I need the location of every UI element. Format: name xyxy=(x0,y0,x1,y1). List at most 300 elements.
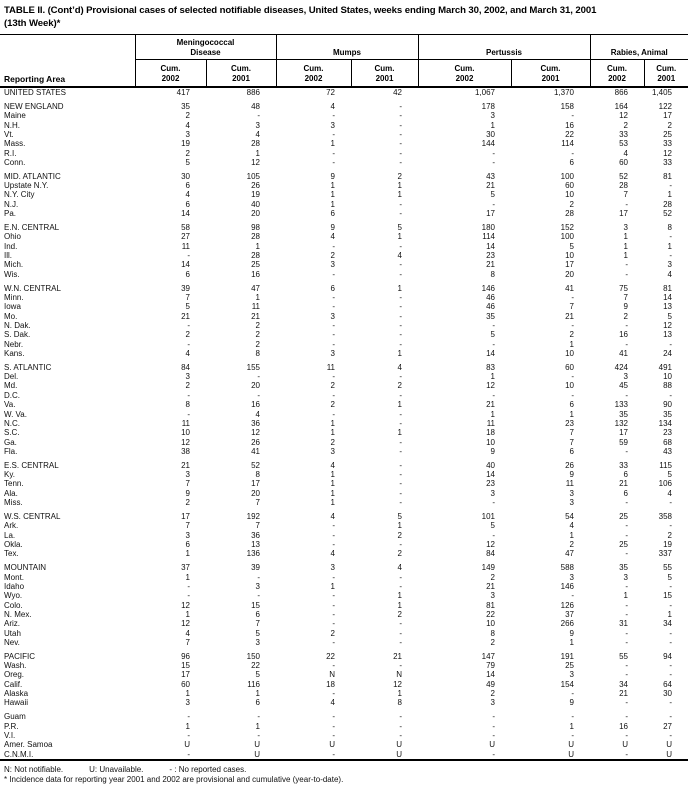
value-cell: 8 xyxy=(397,698,402,708)
reporting-area-cell: Wyo. xyxy=(4,591,23,601)
value-cell: 84 xyxy=(181,362,190,372)
reporting-area-cell: Tex. xyxy=(4,549,19,559)
value-cell: 8 xyxy=(667,222,672,232)
value-cell: 5 xyxy=(255,628,260,638)
value-cell: 8 xyxy=(185,400,190,410)
table-row xyxy=(0,680,688,689)
value-cell: - xyxy=(399,139,402,149)
table-row xyxy=(0,190,688,199)
value-cell: - xyxy=(399,269,402,279)
value-cell: - xyxy=(669,251,672,260)
value-cell: 5 xyxy=(185,302,190,312)
value-cell: 14 xyxy=(486,348,495,358)
value-cell: 17 xyxy=(619,428,628,438)
value-cell: 5 xyxy=(255,670,260,680)
table-row xyxy=(0,489,688,498)
value-cell: - xyxy=(257,572,260,582)
value-cell: - xyxy=(399,302,402,312)
value-cell: 2 xyxy=(255,339,260,349)
value-cell: 417 xyxy=(176,88,190,97)
value-cell: 14 xyxy=(663,292,672,302)
value-cell: 17 xyxy=(486,209,495,219)
value-cell: - xyxy=(669,712,672,722)
reporting-area-cell: Nev. xyxy=(4,637,20,647)
col-header-rabies-cum-2002: Cum. 2002 xyxy=(590,60,644,88)
value-cell: 2 xyxy=(569,199,574,209)
table-row xyxy=(0,158,688,167)
value-cell: - xyxy=(492,712,495,722)
value-cell: 100 xyxy=(560,171,574,181)
value-cell: 11 xyxy=(486,418,495,428)
value-cell: 37 xyxy=(181,563,190,573)
value-cell: - xyxy=(399,661,402,671)
value-cell: 5 xyxy=(397,222,402,232)
value-cell: 7 xyxy=(569,428,574,438)
table-row xyxy=(0,279,688,293)
reporting-area-cell: Mont. xyxy=(4,572,25,582)
value-cell: - xyxy=(332,129,335,139)
value-cell: 23 xyxy=(486,479,495,489)
value-cell: 1 xyxy=(569,721,574,731)
value-cell: 40 xyxy=(251,199,260,209)
value-cell: 491 xyxy=(658,362,672,372)
value-cell: 81 xyxy=(663,171,672,181)
value-cell: - xyxy=(492,530,495,540)
value-cell: 10 xyxy=(486,437,495,447)
value-cell: 22 xyxy=(251,661,260,671)
value-cell: 21 xyxy=(181,311,190,321)
reporting-area-cell: W.S. CENTRAL xyxy=(4,511,61,521)
reporting-area-cell: Calif. xyxy=(4,679,23,689)
reporting-area-cell: S. Dak. xyxy=(4,330,31,340)
value-cell: - xyxy=(399,539,402,549)
value-cell: - xyxy=(669,731,672,740)
value-cell: 1 xyxy=(397,591,402,601)
reporting-area-header xyxy=(0,35,135,88)
value-cell: 12 xyxy=(251,428,260,438)
value-cell: 19 xyxy=(663,539,672,549)
value-cell: - xyxy=(492,320,495,330)
value-cell: 2 xyxy=(185,498,190,508)
table-row xyxy=(0,559,688,573)
reporting-area-cell: Wash. xyxy=(4,661,27,671)
reporting-area-cell: N. Mex. xyxy=(4,609,32,619)
value-cell: 144 xyxy=(481,139,495,149)
value-cell: 1 xyxy=(330,190,335,200)
value-cell: 5 xyxy=(667,470,672,480)
value-cell: 2 xyxy=(397,609,402,619)
table-section xyxy=(0,87,688,97)
value-cell: 2 xyxy=(490,572,495,582)
value-cell: 5 xyxy=(490,190,495,200)
value-cell: - xyxy=(399,572,402,582)
value-cell: - xyxy=(187,320,190,330)
value-cell: - xyxy=(257,731,260,740)
table-row xyxy=(0,601,688,610)
value-cell: 192 xyxy=(246,511,260,521)
table-row xyxy=(0,97,688,111)
table-row xyxy=(0,498,688,507)
value-cell: - xyxy=(399,619,402,629)
value-cell: 42 xyxy=(393,88,402,97)
value-cell: - xyxy=(571,712,574,722)
reporting-area-cell: N.C. xyxy=(4,418,20,428)
table-row xyxy=(0,372,688,381)
reporting-area-cell: Colo. xyxy=(4,600,23,610)
value-cell: - xyxy=(399,409,402,419)
value-cell: 3 xyxy=(255,120,260,130)
value-cell: - xyxy=(187,749,190,759)
value-cell: 7 xyxy=(185,292,190,302)
col-header-mumps-cum-2001: Cum. 2001 xyxy=(351,60,418,88)
value-cell: - xyxy=(332,372,335,382)
reporting-area-cell: Guam xyxy=(4,712,26,722)
value-cell: 60 xyxy=(565,181,574,191)
value-cell: 1 xyxy=(397,348,402,358)
value-cell: 21 xyxy=(251,311,260,321)
value-cell: 4 xyxy=(667,488,672,498)
footnote-incidence: * Incidence data for reporting year 2001 and 2002 are provisional and cumulative (year-to-date). xyxy=(4,775,344,785)
value-cell: - xyxy=(669,600,672,610)
value-cell: - xyxy=(625,661,628,671)
value-cell: 1 xyxy=(330,181,335,191)
value-cell: 26 xyxy=(251,181,260,191)
value-cell: 5 xyxy=(667,572,672,582)
value-cell: 3 xyxy=(623,372,628,382)
value-cell: 20 xyxy=(251,488,260,498)
value-cell: 84 xyxy=(486,549,495,559)
table-row xyxy=(0,139,688,148)
value-cell: - xyxy=(187,731,190,740)
table-section xyxy=(0,279,688,358)
value-cell: - xyxy=(492,148,495,158)
value-cell: 7 xyxy=(569,302,574,312)
table-row xyxy=(0,232,688,241)
value-cell: 9 xyxy=(569,470,574,480)
table-row xyxy=(0,470,688,479)
value-cell: - xyxy=(492,339,495,349)
table-row xyxy=(0,260,688,269)
value-cell: 11 xyxy=(565,479,574,489)
reporting-area-cell: Va. xyxy=(4,400,16,410)
value-cell: 12 xyxy=(181,437,190,447)
value-cell: 147 xyxy=(481,651,495,661)
value-cell: 23 xyxy=(663,428,672,438)
value-cell: 3 xyxy=(569,498,574,508)
value-cell: - xyxy=(332,111,335,121)
table-row xyxy=(0,573,688,582)
value-cell: 3 xyxy=(330,446,335,456)
value-cell: 3 xyxy=(185,129,190,139)
value-cell: 3 xyxy=(569,488,574,498)
value-cell: 1 xyxy=(330,581,335,591)
value-cell: 35 xyxy=(619,409,628,419)
table-row xyxy=(0,340,688,349)
value-cell: 25 xyxy=(619,539,628,549)
value-cell: 14 xyxy=(486,670,495,680)
value-cell: 49 xyxy=(486,679,495,689)
table-row xyxy=(0,479,688,488)
value-cell: U xyxy=(254,740,260,750)
value-cell: 4 xyxy=(397,362,402,372)
group-header-row xyxy=(0,35,688,60)
value-cell: 17 xyxy=(619,209,628,219)
value-cell: - xyxy=(399,390,402,400)
table-row xyxy=(0,410,688,419)
value-cell: 106 xyxy=(658,479,672,489)
value-cell: - xyxy=(399,101,402,111)
value-cell: 191 xyxy=(560,651,574,661)
value-cell: 4 xyxy=(330,549,335,559)
reporting-area-cell: S. ATLANTIC xyxy=(4,362,52,372)
value-cell: - xyxy=(257,111,260,121)
value-cell: 2 xyxy=(330,251,335,260)
value-cell: 16 xyxy=(619,330,628,340)
value-cell: - xyxy=(625,390,628,400)
value-cell: 30 xyxy=(663,689,672,699)
value-cell: - xyxy=(669,498,672,508)
value-cell: 6 xyxy=(185,269,190,279)
table-row xyxy=(0,689,688,698)
value-cell: 27 xyxy=(663,721,672,731)
value-cell: 8 xyxy=(490,269,495,279)
value-cell: - xyxy=(187,251,190,260)
value-cell: 3 xyxy=(623,222,628,232)
value-cell: 10 xyxy=(565,348,574,358)
value-cell: 7 xyxy=(185,637,190,647)
value-cell: 90 xyxy=(663,400,672,410)
value-cell: - xyxy=(625,600,628,610)
value-cell: 26 xyxy=(251,437,260,447)
value-cell: 81 xyxy=(486,600,495,610)
value-cell: 2 xyxy=(185,330,190,340)
value-cell: 12 xyxy=(393,679,402,689)
value-cell: 3 xyxy=(330,120,335,130)
value-cell: 3 xyxy=(490,111,495,121)
value-cell: - xyxy=(492,749,495,759)
value-cell: 886 xyxy=(246,88,260,97)
value-cell: - xyxy=(399,488,402,498)
reporting-area-cell: Vt. xyxy=(4,129,14,139)
value-cell: 114 xyxy=(561,139,574,149)
value-cell: 25 xyxy=(251,260,260,270)
value-cell: U xyxy=(622,740,628,750)
value-cell: 3 xyxy=(569,670,574,680)
value-cell: 55 xyxy=(619,651,628,661)
value-cell: - xyxy=(492,390,495,400)
value-cell: 5 xyxy=(490,521,495,531)
value-cell: 9 xyxy=(185,488,190,498)
value-cell: 14 xyxy=(181,260,190,270)
value-cell: 39 xyxy=(251,563,260,573)
value-cell: - xyxy=(399,418,402,428)
value-cell: - xyxy=(332,539,335,549)
value-cell: U xyxy=(666,749,672,759)
value-cell: - xyxy=(332,292,335,302)
value-cell: 1 xyxy=(623,241,628,251)
value-cell: - xyxy=(492,157,495,167)
value-cell: 21 xyxy=(181,460,190,470)
value-cell: 41 xyxy=(619,348,628,358)
value-cell: 7 xyxy=(185,521,190,531)
col-header-pertussis-cum-2001: Cum. 2001 xyxy=(511,60,590,88)
value-cell: - xyxy=(625,712,628,722)
value-cell: 20 xyxy=(565,269,574,279)
value-cell: - xyxy=(669,637,672,647)
value-cell: 178 xyxy=(481,101,495,111)
value-cell: 15 xyxy=(181,661,190,671)
value-cell: 2 xyxy=(623,311,628,321)
column-group-rabies-animal: Rabies, Animal xyxy=(590,35,688,60)
value-cell: 14 xyxy=(181,209,190,219)
value-cell: 28 xyxy=(251,232,260,242)
value-cell: 3 xyxy=(623,572,628,582)
value-cell: 8 xyxy=(255,470,260,480)
value-cell: - xyxy=(399,292,402,302)
value-cell: - xyxy=(669,670,672,680)
value-cell: 180 xyxy=(481,222,495,232)
value-cell: 36 xyxy=(251,530,260,540)
value-cell: U xyxy=(329,740,335,750)
value-cell: 1 xyxy=(397,600,402,610)
value-cell: 1 xyxy=(397,521,402,531)
value-cell: - xyxy=(625,549,628,559)
value-cell: 21 xyxy=(393,651,402,661)
value-cell: 17 xyxy=(181,511,190,521)
value-cell: 6 xyxy=(569,446,574,456)
value-cell: 1 xyxy=(330,470,335,480)
reporting-area-cell: E.N. CENTRAL xyxy=(4,222,60,232)
value-cell: 10 xyxy=(181,428,190,438)
value-cell: 15 xyxy=(251,600,260,610)
value-cell: U xyxy=(254,749,260,759)
value-cell: 6 xyxy=(255,698,260,708)
table-row xyxy=(0,419,688,428)
table-section xyxy=(0,708,688,760)
value-cell: 7 xyxy=(623,190,628,200)
value-cell: - xyxy=(399,498,402,508)
value-cell: 3 xyxy=(490,488,495,498)
reporting-area-cell: UNITED STATES xyxy=(4,88,66,97)
value-cell: 164 xyxy=(614,101,628,111)
value-cell: 4 xyxy=(330,698,335,708)
value-cell: 4 xyxy=(397,251,402,260)
value-cell: 4 xyxy=(569,521,574,531)
value-cell: 5 xyxy=(490,330,495,340)
table-row xyxy=(0,251,688,260)
table-section xyxy=(0,559,688,648)
value-cell: - xyxy=(332,721,335,731)
value-cell: 58 xyxy=(181,222,190,232)
value-cell: 1 xyxy=(623,251,628,260)
value-cell: 12 xyxy=(181,600,190,610)
value-cell: U xyxy=(396,740,402,750)
value-cell: - xyxy=(399,446,402,456)
value-cell: 132 xyxy=(614,418,628,428)
value-cell: 114 xyxy=(482,232,495,242)
value-cell: - xyxy=(399,470,402,480)
value-cell: - xyxy=(399,241,402,251)
value-cell: 3 xyxy=(490,698,495,708)
value-cell: 36 xyxy=(251,418,260,428)
value-cell: 2 xyxy=(569,539,574,549)
value-cell: 35 xyxy=(181,101,190,111)
value-cell: 60 xyxy=(619,157,628,167)
value-cell: 34 xyxy=(663,619,672,629)
footnote-legend xyxy=(4,765,688,775)
value-cell: 41 xyxy=(565,283,574,293)
value-cell: 17 xyxy=(181,670,190,680)
table-row xyxy=(0,540,688,549)
value-cell: 19 xyxy=(181,139,190,149)
value-cell: 60 xyxy=(565,362,574,372)
value-cell: - xyxy=(399,628,402,638)
reporting-area-cell: E.S. CENTRAL xyxy=(4,460,59,470)
value-cell: 1 xyxy=(185,721,190,731)
value-cell: 7 xyxy=(623,292,628,302)
value-cell: 4 xyxy=(185,190,190,200)
value-cell: 4 xyxy=(255,129,260,139)
value-cell: 35 xyxy=(619,563,628,573)
value-cell: 16 xyxy=(565,120,574,130)
table-row xyxy=(0,242,688,251)
value-cell: 21 xyxy=(565,311,574,321)
value-cell: 126 xyxy=(560,600,574,610)
table-row xyxy=(0,731,688,740)
value-cell: 21 xyxy=(486,400,495,410)
value-cell: 52 xyxy=(619,171,628,181)
value-cell: 1 xyxy=(490,372,495,382)
value-cell: 83 xyxy=(486,362,495,372)
value-cell: U xyxy=(184,740,190,750)
table-row xyxy=(0,647,688,661)
value-cell: 2 xyxy=(185,111,190,121)
table-row xyxy=(0,750,688,760)
value-cell: 6 xyxy=(569,157,574,167)
value-cell: 22 xyxy=(486,609,495,619)
value-cell: 6 xyxy=(569,400,574,410)
value-cell: - xyxy=(332,609,335,619)
value-cell: 266 xyxy=(560,619,574,629)
value-cell: 98 xyxy=(251,222,260,232)
value-cell: 23 xyxy=(486,251,495,260)
value-cell: 136 xyxy=(246,549,260,559)
reporting-area-cell: W.N. CENTRAL xyxy=(4,283,61,293)
value-cell: 47 xyxy=(565,549,574,559)
value-cell: 31 xyxy=(619,619,628,629)
reporting-area-cell: Kans. xyxy=(4,348,25,358)
value-cell: 1 xyxy=(667,241,672,251)
value-cell: 2 xyxy=(667,530,672,540)
table-row xyxy=(0,447,688,456)
table-row xyxy=(0,400,688,409)
value-cell: - xyxy=(669,581,672,591)
value-cell: N xyxy=(396,670,402,680)
value-cell: - xyxy=(332,320,335,330)
value-cell: 1 xyxy=(569,339,574,349)
value-cell: 149 xyxy=(481,563,495,573)
value-cell: - xyxy=(669,339,672,349)
value-cell: 48 xyxy=(251,101,260,111)
value-cell: - xyxy=(625,628,628,638)
value-cell: 133 xyxy=(614,400,628,410)
value-cell: 134 xyxy=(658,418,672,428)
table-row xyxy=(0,619,688,628)
value-cell: - xyxy=(332,572,335,582)
value-cell: 28 xyxy=(619,181,628,191)
value-cell: - xyxy=(399,581,402,591)
table-row xyxy=(0,381,688,390)
